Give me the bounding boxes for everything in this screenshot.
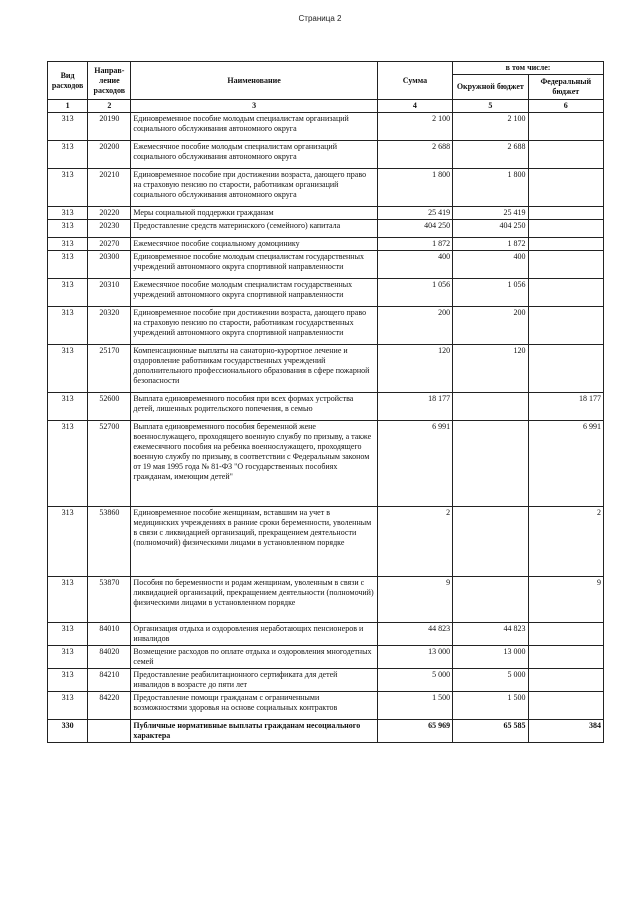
cell-okr: 2 688 [453,141,528,169]
cell-name: Выплата единовременного пособия при всех формах устройства детей, лишенных родительского попечения, в семью [131,393,377,421]
cell-name: Ежемесячное пособие молодым специалистам государственных учреждений автономного округа спортивной направленности [131,279,377,307]
cell-okr: 65 585 [453,720,528,743]
cell-direction: 25170 [88,345,131,393]
column-number-row [48,100,604,113]
cell-name: Меры социальной поддержки гражданам [131,207,377,220]
cell-name: Единовременное пособие молодым специалистам государственных учреждений автономного округа спортивной направленности [131,251,377,279]
cell-direction: 84010 [88,623,131,646]
cell-direction: 52700 [88,421,131,507]
table-row [48,279,604,307]
table-total-row [48,720,604,743]
cell-fed [528,692,603,720]
cell-direction: 53870 [88,577,131,623]
cell-fed [528,113,603,141]
cell-okr: 25 419 [453,207,528,220]
table-row [48,141,604,169]
cell-vid: 313 [48,307,88,345]
page-header: Страница 2 [298,14,342,23]
header-vid: Вид расходов [48,62,88,100]
cell-name: Единовременное пособие при достижении возраста, дающего право на страховую пенсию по старости, работникам государственных учреждений автономного округа спортивной направленности [131,307,377,345]
cell-sum: 6 991 [377,421,452,507]
table-row [48,692,604,720]
cell-vid: 330 [48,720,88,743]
cell-fed [528,623,603,646]
cell-sum: 200 [377,307,452,345]
cell-sum: 13 000 [377,646,452,669]
cell-fed [528,251,603,279]
cell-name: Единовременное пособие женщинам, вставшим на учет в медицинских учреждениях в ранние сроки беременности, уволенным в связи с ликвидацией организаций, прекращением деятельности (полномочий) физическими лицами в установленном порядке [131,507,377,577]
cell-okr: 2 100 [453,113,528,141]
cell-sum: 9 [377,577,452,623]
cell-vid: 313 [48,141,88,169]
table-row [48,169,604,207]
cell-direction: 20190 [88,113,131,141]
cell-vid: 313 [48,577,88,623]
table-row [48,421,604,507]
cell-okr: 1 056 [453,279,528,307]
table-row [48,345,604,393]
col-number: 1 [48,100,88,113]
cell-fed: 2 [528,507,603,577]
cell-okr: 5 000 [453,669,528,692]
cell-vid: 313 [48,345,88,393]
header-direction: Направ-ление расходов [88,62,131,100]
cell-vid: 313 [48,623,88,646]
cell-sum: 1 872 [377,238,452,251]
cell-vid: 313 [48,393,88,421]
cell-okr: 404 250 [453,220,528,238]
cell-sum: 1 500 [377,692,452,720]
cell-direction: 53860 [88,507,131,577]
cell-name: Пособия по беременности и родам женщинам, уволенным в связи с ликвидацией организаций, прекращением деятельности (полномочий) физическими лицами в установленном порядке [131,577,377,623]
table-row [48,207,604,220]
cell-okr: 1 872 [453,238,528,251]
table-header [48,62,604,113]
cell-vid: 313 [48,207,88,220]
table-row [48,393,604,421]
cell-fed [528,669,603,692]
cell-direction [88,720,131,743]
cell-okr: 1 800 [453,169,528,207]
cell-fed [528,345,603,393]
cell-vid: 313 [48,692,88,720]
cell-name: Ежемесячное пособие социальному домоцинику [131,238,377,251]
cell-vid: 313 [48,646,88,669]
cell-direction: 20210 [88,169,131,207]
col-number: 5 [453,100,528,113]
cell-direction: 20200 [88,141,131,169]
cell-sum: 44 823 [377,623,452,646]
cell-sum: 25 419 [377,207,452,220]
cell-name: Предоставление реабилитационного сертификата для детей инвалидов в возрасте до пяти лет [131,669,377,692]
cell-name: Ежемесячное пособие молодым специалистам организаций социального обслуживания автономного округа [131,141,377,169]
cell-sum: 2 688 [377,141,452,169]
cell-name: Предоставление помощи гражданам с ограниченными возможностями здоровья на основе социальных контрактов [131,692,377,720]
table-row [48,577,604,623]
cell-sum: 2 100 [377,113,452,141]
cell-okr [453,393,528,421]
header-including: в том числе: [453,62,604,75]
cell-direction: 84210 [88,669,131,692]
cell-fed [528,646,603,669]
table-row [48,307,604,345]
header-name: Наименование [131,62,377,100]
header-okr: Окружной бюджет [453,75,528,100]
cell-okr: 1 500 [453,692,528,720]
cell-okr [453,577,528,623]
cell-okr: 400 [453,251,528,279]
cell-sum: 5 000 [377,669,452,692]
cell-name: Единовременное пособие при достижении возраста, дающего право на страховую пенсию по старости, работникам организаций социального обслуживания автономного округа [131,169,377,207]
cell-direction: 20300 [88,251,131,279]
cell-fed [528,207,603,220]
cell-sum: 1 056 [377,279,452,307]
cell-vid: 313 [48,238,88,251]
table-row [48,646,604,669]
cell-fed: 18 177 [528,393,603,421]
table-body [48,113,604,743]
cell-okr: 200 [453,307,528,345]
cell-sum: 120 [377,345,452,393]
col-number: 3 [131,100,377,113]
cell-fed: 9 [528,577,603,623]
cell-fed: 384 [528,720,603,743]
table-row [48,669,604,692]
cell-name: Организация отдыха и оздоровления неработающих пенсионеров и инвалидов [131,623,377,646]
cell-direction: 52600 [88,393,131,421]
cell-vid: 313 [48,220,88,238]
cell-fed [528,169,603,207]
cell-vid: 313 [48,169,88,207]
cell-fed [528,141,603,169]
cell-okr: 120 [453,345,528,393]
cell-fed: 6 991 [528,421,603,507]
cell-name: Публичные нормативные выплаты гражданам несоциального характера [131,720,377,743]
cell-fed [528,220,603,238]
budget-table [47,61,604,743]
cell-direction: 20220 [88,207,131,220]
cell-okr [453,507,528,577]
cell-fed [528,279,603,307]
table-row [48,623,604,646]
cell-sum: 400 [377,251,452,279]
cell-name: Компенсационные выплаты на санаторно-курортное лечение и оздоровление работникам государственных учреждений дополнительного профессионального образования в сфере пожарной безопасности [131,345,377,393]
cell-vid: 313 [48,669,88,692]
table-row [48,507,604,577]
cell-name: Выплата единовременного пособия беременной жене военнослужащего, проходящего военную службу по призыву, а также ежемесячного пособия на ребенка военнослужащего, проходящего военную службу по призыву, в соответствии с Федеральным законом от 19 мая 1995 года № 81-ФЗ "О государственных пособиях гражданам, имеющим детей" [131,421,377,507]
col-number: 6 [528,100,603,113]
col-number: 4 [377,100,452,113]
cell-direction: 20270 [88,238,131,251]
header-sum: Сумма [377,62,452,100]
cell-sum: 404 250 [377,220,452,238]
cell-fed [528,238,603,251]
cell-vid: 313 [48,421,88,507]
cell-sum: 65 969 [377,720,452,743]
cell-direction: 84220 [88,692,131,720]
cell-vid: 313 [48,507,88,577]
cell-name: Единовременное пособие молодым специалистам организаций социального обслуживания автономного округа [131,113,377,141]
cell-sum: 2 [377,507,452,577]
table-row [48,251,604,279]
cell-okr: 13 000 [453,646,528,669]
cell-direction: 20230 [88,220,131,238]
cell-fed [528,307,603,345]
col-number: 2 [88,100,131,113]
cell-sum: 18 177 [377,393,452,421]
header-fed: Федеральный бюджет [528,75,603,100]
cell-vid: 313 [48,251,88,279]
cell-name: Предоставление средств материнского (семейного) капитала [131,220,377,238]
cell-sum: 1 800 [377,169,452,207]
cell-direction: 20320 [88,307,131,345]
cell-vid: 313 [48,279,88,307]
table-row [48,113,604,141]
cell-okr: 44 823 [453,623,528,646]
cell-okr [453,421,528,507]
cell-direction: 20310 [88,279,131,307]
cell-vid: 313 [48,113,88,141]
cell-direction: 84020 [88,646,131,669]
table-row [48,238,604,251]
cell-name: Возмещение расходов по оплате отдыха и оздоровления многодетных семей [131,646,377,669]
table-row [48,220,604,238]
